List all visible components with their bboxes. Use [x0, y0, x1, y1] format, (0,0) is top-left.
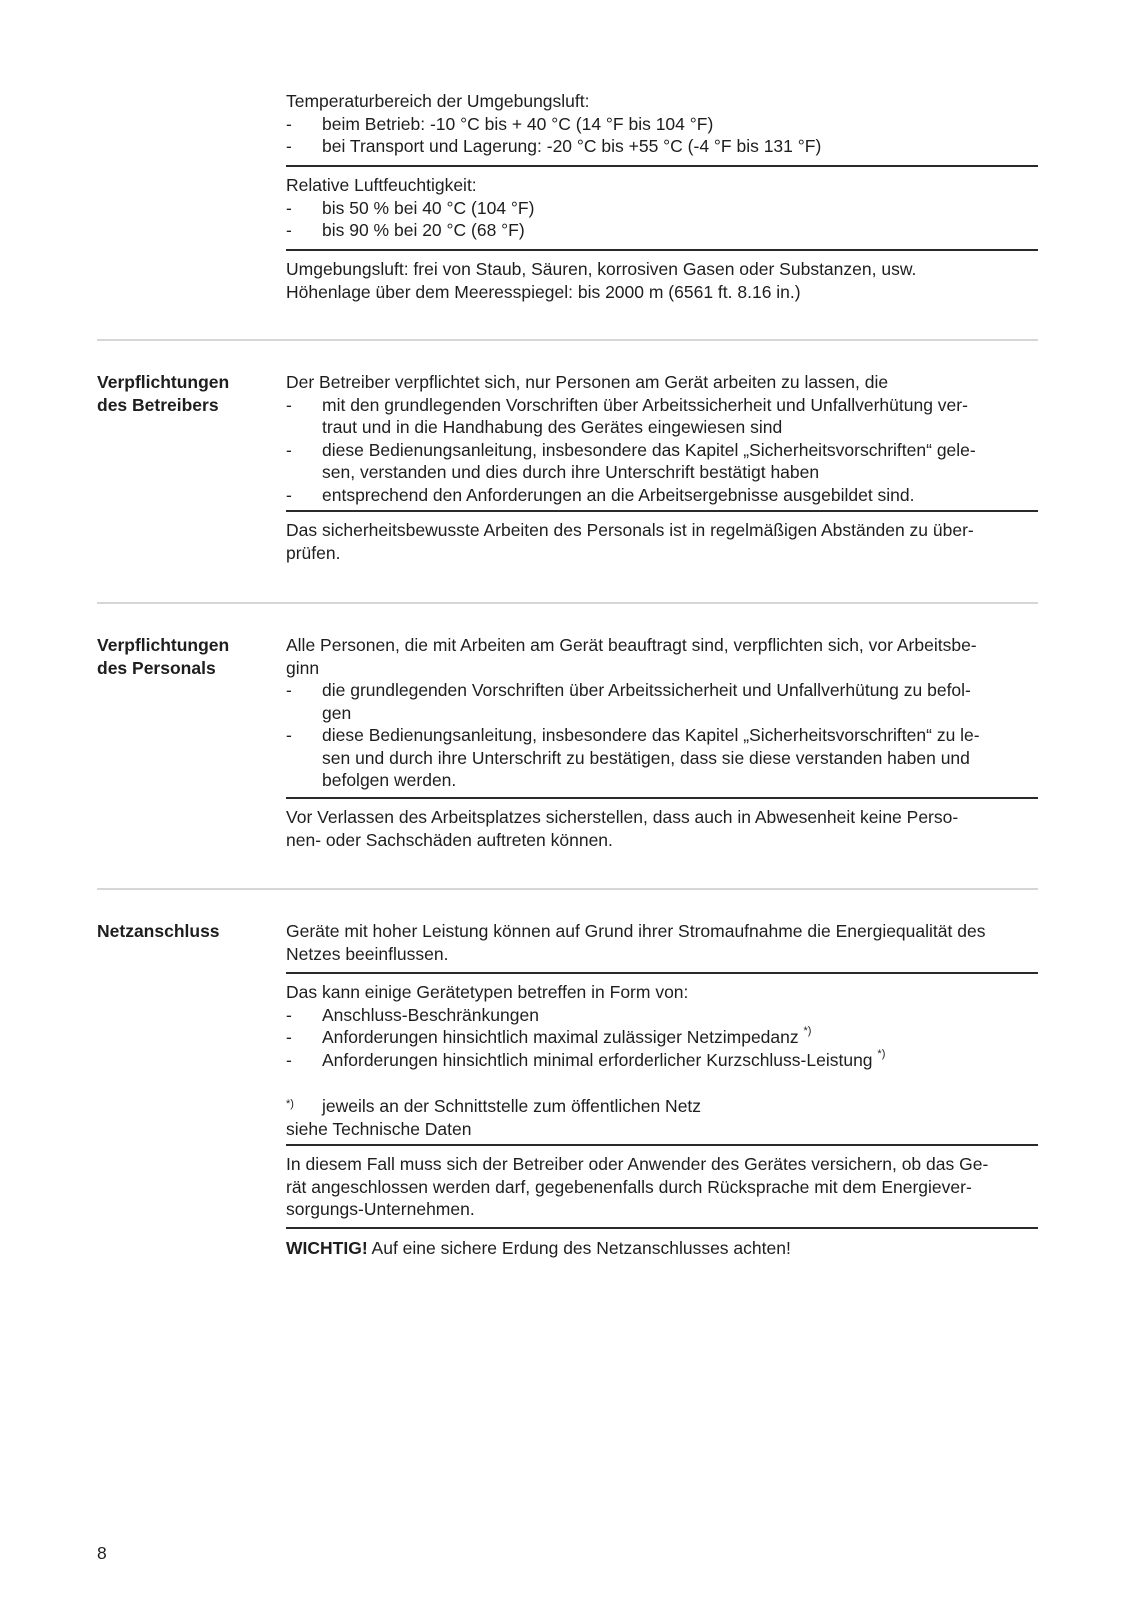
important-label: WICHTIG! — [286, 1238, 368, 1258]
section-divider — [286, 1144, 1038, 1146]
list-item-continuation: befolgen werden. — [322, 770, 457, 790]
list-item: - entsprechend den Anforderungen an die Arbeitsergebnisse ausgebildet sind. — [286, 484, 915, 505]
section-divider — [286, 165, 1038, 167]
paragraph-line: Umgebungsluft: frei von Staub, Säuren, korrosiven Gasen oder Substanzen, usw. — [286, 259, 917, 279]
humidity-heading: Relative Luftfeuchtigkeit: — [286, 175, 477, 195]
list-item-continuation: gen — [322, 702, 352, 723]
chapter-divider — [97, 339, 1038, 341]
section-divider — [286, 1227, 1038, 1229]
ambient-air-block — [286, 258, 1038, 303]
section-divider — [286, 972, 1038, 974]
chapter-divider — [97, 888, 1038, 890]
footnote-marker: *) — [803, 1025, 812, 1037]
temperature-heading: Temperaturbereich der Umgebungsluft: — [286, 91, 590, 111]
paragraph-line: Der Betreiber verpflichtet sich, nur Personen am Gerät arbeiten zu lassen, die — [286, 372, 889, 392]
betreiber-obligations — [286, 371, 1038, 506]
netz-intro: Geräte mit hoher Leistung können auf Grund ihrer Stromaufnahme die Energiequalität des Netzes beeinflussen. — [286, 921, 986, 964]
personal-note: Vor Verlassen des Arbeitsplatzes sicherstellen, dass auch in Abwesenheit keine Perso- nen- oder Sachschäden auftreten können. — [286, 807, 959, 850]
footnote: *) jeweils an der Schnittstelle zum öffentlichen Netz — [286, 1096, 702, 1116]
list-item: - beim Betrieb: -10 °C bis + 40 °C (14 °F bis 104 °F) — [286, 113, 714, 134]
list-item: - Anforderungen hinsichtlich minimal erforderlicher Kurzschluss-Leistung *) — [286, 1047, 886, 1070]
section-label-personal: Verpflichtungen des Personals — [97, 635, 230, 678]
netz-requirements: Das kann einige Gerätetypen betreffen in Form von: - Anschluss-Beschränkungen - Anforderungen hinsichtlich maximal zulässiger Netzimpedanz *) - Anforderungen hinsichtlich minimal erforderlicher Kurzschluss-Leistung *) *) jeweils an der Schnittstelle zum öffentlichen Netz siehe Technische Daten — [286, 981, 1038, 1140]
list-item: - mit den grundlegenden Vorschriften über Arbeitssicherheit und Unfallverhütung ver- — [286, 394, 968, 415]
paragraph-line: Höhenlage über dem Meeresspiegel: bis 2000 m (6561 ft. 8.16 in.) — [286, 281, 801, 302]
section-divider — [286, 510, 1038, 512]
list-item: - bis 50 % bei 40 °C (104 °F) — [286, 197, 535, 218]
list-item: - Anschluss-Beschränkungen — [286, 1004, 539, 1025]
important-notice: WICHTIG! Auf eine sichere Erdung des Netzanschlusses achten! — [286, 1238, 791, 1258]
section-divider — [286, 249, 1038, 251]
personal-obligations: Alle Personen, die mit Arbeiten am Gerät beauftragt sind, verpflichten sich, vor Arbeitsbe- ginn - die grundlegenden Vorschriften über Arbeitssicherheit und Unfallverhütung zu befol- gen - diese Bedienungsanleitung, insbesondere das Kapitel „Sicherheitsvorschriften“ zu le- sen und durch ihre Unterschrift zu bestätigen, dass sie diese verstanden haben und befolgen werden. — [286, 634, 1038, 792]
humidity-block — [286, 174, 1038, 242]
list-item-continuation: sen, verstanden und dies durch ihre Unterschrift bestätigt haben — [322, 462, 820, 482]
list-item: - die grundlegenden Vorschriften über Arbeitssicherheit und Unfallverhütung zu befol- — [286, 680, 971, 700]
list-item: - diese Bedienungsanleitung, insbesondere das Kapitel „Sicherheitsvorschriften“ gele- — [286, 439, 976, 460]
list-item: - bei Transport und Lagerung: -20 °C bis +55 °C (-4 °F bis 131 °F) — [286, 136, 822, 156]
section-divider — [286, 797, 1038, 799]
betreiber-note: Das sicherheitsbewusste Arbeiten des Personals ist in regelmäßigen Abständen zu über- prüfen. — [286, 520, 974, 563]
netz-case-text: In diesem Fall muss sich der Betreiber oder Anwender des Gerätes versichern, ob das Ge- rät angeschlossen werden darf, gegebenenfalls durch Rücksprache mit dem Energiever- sorgungs-Unternehmen. — [286, 1154, 989, 1219]
chapter-divider — [97, 602, 1038, 604]
list-item-continuation: traut und in die Handhabung des Gerätes eingewiesen sind — [322, 417, 783, 437]
list-item: - Anforderungen hinsichtlich maximal zulässiger Netzimpedanz *) — [286, 1025, 812, 1047]
section-label-betreiber: Verpflichtungen des Betreibers — [97, 372, 230, 415]
list-item: - bis 90 % bei 20 °C (68 °F) — [286, 220, 525, 240]
section-label-netzanschluss: Netzanschluss — [97, 921, 220, 941]
list-item: - diese Bedienungsanleitung, insbesondere das Kapitel „Sicherheitsvorschriften“ zu le- — [286, 725, 980, 745]
footnote-marker: *) — [877, 1047, 886, 1060]
page-number: 8 — [97, 1543, 107, 1563]
footnote-reference: siehe Technische Daten — [286, 1118, 472, 1139]
ambient-temperature-block — [286, 90, 1038, 158]
list-item-continuation: sen und durch ihre Unterschrift zu bestätigen, dass sie diese verstanden haben und — [322, 747, 970, 768]
